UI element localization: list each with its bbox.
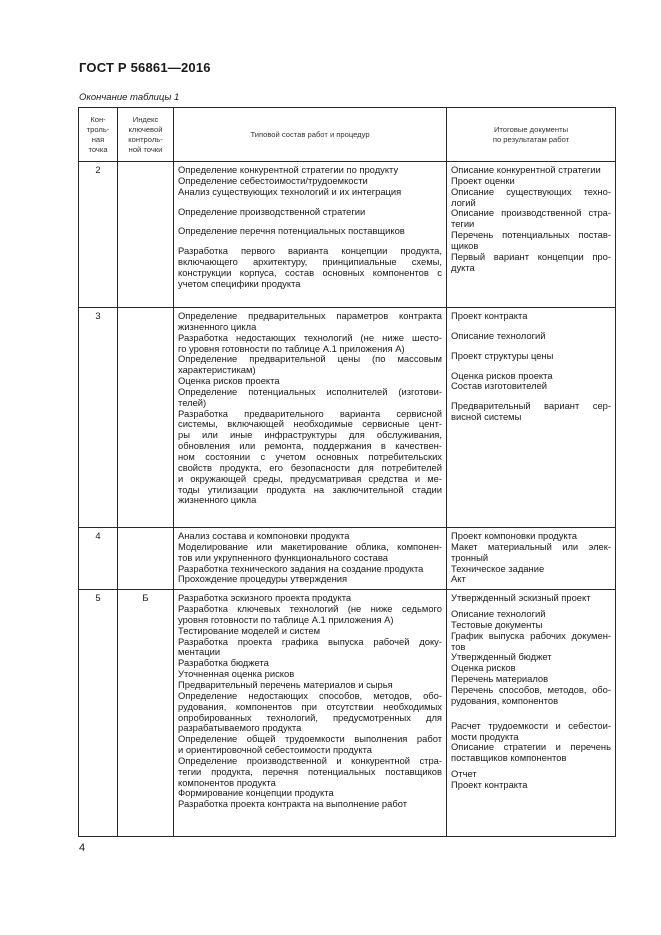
text-line: Расчет трудоемкости и себестои- bbox=[451, 719, 611, 731]
text-item bbox=[451, 230, 611, 252]
text-line: и ориентировочной себестоимости продукта bbox=[178, 744, 373, 756]
text-item bbox=[451, 208, 611, 230]
table-row bbox=[79, 590, 616, 837]
text-line: Описание производственной стра- bbox=[451, 207, 611, 219]
table-row bbox=[79, 528, 616, 590]
text-line: разрабатываемого продукта bbox=[178, 722, 302, 734]
cell-key-index bbox=[118, 308, 174, 528]
cell-key-index bbox=[118, 528, 174, 590]
text-line: висной системы bbox=[451, 411, 522, 423]
page-number: 4 bbox=[79, 842, 86, 854]
header-text-line: ключевой bbox=[128, 124, 163, 134]
text-item bbox=[178, 354, 442, 376]
text-line: щиков bbox=[451, 239, 479, 251]
text-line: Определение недостающих способов, методов, обо- bbox=[178, 689, 442, 701]
text-line: телей) bbox=[178, 396, 207, 408]
text-line: Определение перечня потенциальных поставщиков bbox=[178, 225, 405, 237]
header-text-line: Индекс bbox=[132, 114, 159, 124]
header-text-line: Кон- bbox=[90, 114, 106, 124]
text-item bbox=[178, 226, 442, 237]
text-line: Отчет bbox=[451, 768, 477, 780]
text-line: Проект контракта bbox=[451, 778, 528, 790]
text-line: Перечень способов, методов, обо- bbox=[451, 683, 611, 695]
text-line: Описание существующих техно- bbox=[451, 185, 611, 197]
text-line: Разработка эскизного проекта продукта bbox=[178, 592, 352, 604]
text-line: жизненного цикла bbox=[178, 320, 257, 332]
text-line: конструкции корпуса, состав основных компонентов с bbox=[178, 266, 442, 278]
control-point-value: 3 bbox=[95, 310, 101, 321]
text-line: характеристикам) bbox=[178, 364, 256, 376]
key-index-value bbox=[118, 162, 173, 169]
text-line: Первый вариант концепции про- bbox=[451, 250, 611, 262]
text-line: рудования, компонентов bbox=[451, 694, 559, 706]
text-line: логий bbox=[451, 196, 476, 208]
text-line: опробированных технологий, предусмотренных для bbox=[178, 711, 442, 723]
cell-documents bbox=[447, 162, 616, 308]
text-line: Макет материальный или элек- bbox=[451, 540, 611, 552]
text-item bbox=[178, 387, 442, 409]
table-row bbox=[79, 308, 616, 528]
standard-number: ГОСТ Р 56861—2016 bbox=[79, 60, 211, 75]
cell-control-point bbox=[79, 162, 118, 308]
text-line: Моделирование или макетирование облика, компонен- bbox=[178, 540, 442, 552]
text-item bbox=[178, 799, 442, 810]
text-line: компонентов продукта bbox=[178, 776, 276, 788]
cell-control-point bbox=[79, 528, 118, 590]
text-item bbox=[178, 409, 442, 507]
text-item bbox=[451, 593, 611, 604]
cell-control-point bbox=[79, 590, 118, 837]
text-item bbox=[451, 685, 611, 707]
text-line: поставщиков компонентов bbox=[451, 752, 567, 764]
text-line: Разработка проекта графика выпуска рабочей доку- bbox=[178, 635, 442, 647]
text-line: Определение потенциальных исполнителей (изготови- bbox=[178, 385, 442, 397]
text-item bbox=[451, 542, 611, 564]
text-line: тронный bbox=[451, 551, 489, 563]
text-line: го уровня готовности по таблице А.1 приложения А) bbox=[178, 342, 405, 354]
text-line: Разработка предварительного варианта сервисной bbox=[178, 407, 442, 419]
table-header-row bbox=[79, 108, 616, 162]
cell-works bbox=[174, 590, 447, 837]
text-line: Оценка рисков bbox=[451, 662, 516, 674]
works-table bbox=[78, 107, 616, 837]
text-item bbox=[178, 187, 442, 198]
text-line: Прохождение процедуры утверждения bbox=[178, 573, 348, 585]
text-line: Анализ существующих технологий и их интеграция bbox=[178, 185, 402, 197]
text-line: уровня готовности по таблице А.1 приложения А) bbox=[178, 613, 394, 625]
text-line: Тестирование моделей и систем bbox=[178, 624, 321, 636]
text-line: Техническое задание bbox=[451, 562, 545, 574]
text-line: жизненного цикла bbox=[178, 494, 257, 506]
text-line: Разработка технического задания на создание продукта bbox=[178, 562, 424, 574]
text-line: Описание технологий bbox=[451, 329, 546, 341]
text-line: Определение предварительных параметров контракта bbox=[178, 310, 442, 321]
key-index-value bbox=[118, 308, 173, 315]
text-item bbox=[178, 207, 442, 218]
text-line: Разработка первого варианта концепции продукта, bbox=[178, 245, 442, 257]
text-item bbox=[451, 780, 611, 791]
text-item bbox=[178, 542, 442, 564]
text-line: Тестовые документы bbox=[451, 618, 543, 630]
text-line: Определение предварительной цены (по массовым bbox=[178, 353, 442, 365]
cell-control-point bbox=[79, 308, 118, 528]
text-line: включающего архитектуру, принципиальные схемы, bbox=[178, 256, 442, 268]
table-caption: Окончание таблицы 1 bbox=[79, 92, 180, 103]
text-line: Уточненная оценка рисков bbox=[178, 668, 295, 680]
text-item bbox=[451, 252, 611, 274]
text-line: Определение общей трудоемкости выполнения работ bbox=[178, 733, 442, 745]
text-line: Утвержденный эскизный проект bbox=[451, 592, 591, 604]
text-line: системы, включающей необходимые сервисные цент- bbox=[178, 418, 442, 430]
text-line: График выпуска рабочих докумен- bbox=[451, 629, 611, 641]
text-line: Разработка бюджета bbox=[178, 657, 269, 669]
text-item bbox=[178, 246, 442, 289]
text-item bbox=[451, 721, 611, 743]
control-point-value: 2 bbox=[95, 164, 101, 175]
text-line: Разработка недостающих технологий (не ниже шесто- bbox=[178, 331, 442, 343]
header-key-index bbox=[118, 108, 174, 162]
text-line: Описание конкурентной стратегии bbox=[451, 164, 601, 175]
text-item bbox=[178, 756, 442, 789]
header-text-line: Итоговые документы bbox=[493, 124, 569, 134]
cell-works bbox=[174, 308, 447, 528]
text-item bbox=[451, 401, 611, 423]
header-text-line: троль- bbox=[86, 124, 110, 134]
text-line: Перечень потенциальных постав- bbox=[451, 229, 611, 241]
text-line: Предварительный перечень материалов и сырья bbox=[178, 678, 393, 690]
key-index-value bbox=[118, 528, 173, 535]
text-item bbox=[451, 574, 611, 585]
cell-documents bbox=[447, 590, 616, 837]
text-line: Перечень материалов bbox=[451, 673, 549, 685]
text-line: Определение себестоимости/трудоемкости bbox=[178, 174, 368, 186]
text-item bbox=[178, 574, 442, 585]
text-line: ментации bbox=[178, 646, 221, 658]
text-line: и окружающей среды, предусматривая средства и ме- bbox=[178, 472, 442, 484]
text-item bbox=[451, 351, 611, 362]
text-line: Описание стратегии и перечень bbox=[451, 741, 611, 753]
text-line: Предварительный вариант сер- bbox=[451, 400, 611, 412]
text-line: Определение производственной и конкурентной стра- bbox=[178, 754, 442, 766]
text-line: обновления или ремонта, поддержания в качествен- bbox=[178, 440, 442, 452]
text-item bbox=[451, 631, 611, 653]
text-line: Формирование концепции продукта bbox=[178, 787, 334, 799]
text-line: мости продукта bbox=[451, 730, 519, 742]
header-documents bbox=[447, 108, 616, 162]
text-line: Определение производственной стратегии bbox=[178, 205, 366, 217]
text-line: ры или иные инфраструктуры для обслуживания, bbox=[178, 429, 442, 441]
text-line: Состав изготовителей bbox=[451, 380, 548, 392]
cell-works bbox=[174, 528, 447, 590]
text-item bbox=[451, 331, 611, 342]
text-line: Оценка рисков проекта bbox=[178, 375, 280, 387]
text-item bbox=[178, 626, 442, 637]
text-item bbox=[451, 564, 611, 575]
header-text-line: ной точки bbox=[128, 144, 163, 154]
text-item bbox=[451, 381, 611, 392]
text-item bbox=[451, 742, 611, 764]
header-text-line: контроль- bbox=[128, 134, 163, 144]
text-line: Проект компоновки продукта bbox=[451, 530, 578, 541]
text-line: Разработка ключевых технологий (не ниже седьмого bbox=[178, 603, 442, 615]
text-line: Утвержденный бюджет bbox=[451, 651, 552, 663]
text-line: рудования, компонентов при отсутствии необходимых bbox=[178, 700, 442, 712]
header-text-line: точка bbox=[88, 144, 108, 154]
text-line: дукта bbox=[451, 261, 475, 273]
text-line: учетом специфики продукта bbox=[178, 277, 301, 289]
cell-key-index bbox=[118, 162, 174, 308]
text-line: тегии продукта, перечня потенциальных поставщиков bbox=[178, 765, 442, 777]
text-item bbox=[178, 637, 442, 659]
text-line: ном состоянии с учетом основных потребительских bbox=[178, 450, 442, 462]
text-line: тов bbox=[451, 640, 466, 652]
text-line: Проект структуры цены bbox=[451, 349, 554, 361]
table-row bbox=[79, 162, 616, 308]
text-line: свойств продукта, его безопасности для потребителей bbox=[178, 461, 442, 473]
key-index-value: Б bbox=[142, 592, 149, 604]
text-item bbox=[178, 691, 442, 734]
header-text-line: ная bbox=[91, 134, 105, 144]
text-line: Проект контракта bbox=[451, 310, 528, 321]
text-line: тоды утилизации продукта на заключительной стадии bbox=[178, 483, 442, 495]
text-line: Определение конкурентной стратегии по продукту bbox=[178, 164, 399, 175]
header-text-line: по результатам работ bbox=[492, 134, 570, 144]
text-line: тов или укрупненного функционального состава bbox=[178, 551, 388, 563]
header-works bbox=[174, 108, 447, 162]
text-item bbox=[178, 734, 442, 756]
control-point-value: 5 bbox=[95, 592, 101, 604]
text-item bbox=[178, 311, 442, 333]
text-line: тегии bbox=[451, 218, 475, 230]
text-line: Описание технологий bbox=[451, 608, 546, 620]
cell-documents bbox=[447, 308, 616, 528]
header-text-line: Типовой состав работ и процедур bbox=[250, 129, 370, 139]
text-item bbox=[451, 311, 611, 322]
cell-works bbox=[174, 162, 447, 308]
text-line: Акт bbox=[451, 573, 466, 585]
text-line: Оценка рисков проекта bbox=[451, 369, 553, 381]
text-line: Проект оценки bbox=[451, 174, 515, 186]
control-point-value: 4 bbox=[95, 530, 101, 541]
text-line: Анализ состава и компоновки продукта bbox=[178, 530, 350, 541]
text-item bbox=[178, 604, 442, 626]
text-item bbox=[178, 333, 442, 355]
text-item bbox=[451, 187, 611, 209]
cell-documents bbox=[447, 528, 616, 590]
text-line: Разработка проекта контракта на выполнение работ bbox=[178, 798, 408, 810]
header-control-point bbox=[79, 108, 118, 162]
cell-key-index bbox=[118, 590, 174, 837]
